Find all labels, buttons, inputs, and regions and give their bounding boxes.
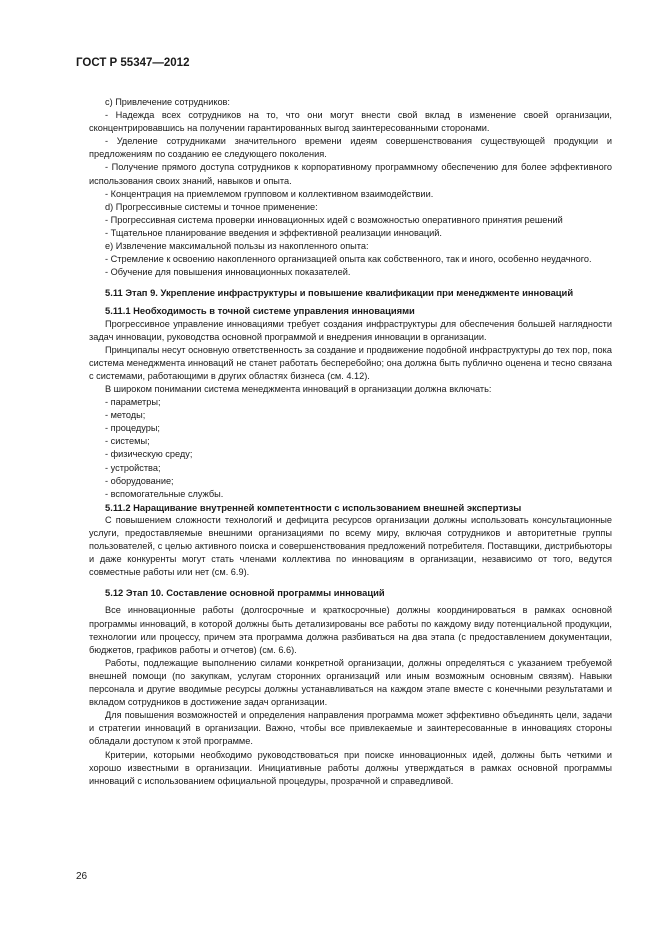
paragraph: c) Привлечение сотрудников: (105, 97, 230, 107)
paragraph: - Стремление к освоению накопленного организацией опыта как собственного, так и иного, особенно неудачного. (105, 254, 592, 265)
paragraph: Критерии, которыми необходимо руководствоваться при поиске инновационных идей, должны быть четкими и хорошо известными в организации. Инициативные работы должны утверждаться в рамках основной программы инноваций с использованием официальной процедуры, прозрачной и справедливой. (89, 749, 612, 786)
subsection-heading: 5.11.2 Наращивание внутренней компетентности с использованием внешней экспертизы (105, 501, 522, 513)
paragraph: e) Извлечение максимальной пользы из накопленного опыта: (105, 241, 369, 252)
paragraph: - Тщательное планирование введения и эффективной реализации инноваций. (105, 227, 442, 238)
page-number: 26 (76, 871, 88, 882)
list-item: - процедуры; (105, 423, 160, 434)
paragraph: - Уделение сотрудниками значительного времени идеям совершенствования существующей продукции и предложениям по созданию ее следующего поколения. (89, 136, 612, 160)
paragraph: Прогрессивное управление инновациями требует создания инфраструктуры для обеспечения большей наглядности задач инновации, руководства основной программой и внедрения инновации в организации. (89, 318, 612, 342)
paragraph: Работы, подлежащие выполнению силами конкретной организации, должны определяться с указанием требуемой внешней помощи (по закупкам, услугам сторонних организаций или иным возможным основным связям). Навыки персонала и другие вводимые ресурсы должны устанавливаться на каждом этапе вместе с конечными результатами и вкладом сотрудников в достижение задач организации. (89, 657, 612, 708)
document-body (89, 96, 612, 788)
section-heading: 5.11 Этап 9. Укрепление инфраструктуры и повышение квалификации при менеджменте инноваций (105, 287, 574, 299)
standard-header: ГОСТ Р 55347—2012 (76, 57, 190, 69)
paragraph: d) Прогрессивные системы и точное применение: (105, 201, 318, 212)
paragraph: - Обучение для повышения инновационных показателей. (105, 267, 351, 278)
paragraph: Принципалы несут основную ответственность за создание и продвижение подобной инфраструктуры до тех пор, пока система менеджмента инноваций не станет работать бесперебойно; она должна быть публично оценена и тесно связана с системами, работающими в других областях бизнеса (см. 4.12). (89, 344, 612, 381)
paragraph: С повышением сложности технологий и дефицита ресурсов организации должны использовать консультационные услуги, предоставляемые внешними организациями по всему миру, включая сотрудников и авторитетные группы пользователей, с целью активного поиска и совершенствования предложений потребителя. Поставщики, дистрибьюторы и даже конкуренты могут стать членами коллектива по инновациям в организации, независимо от того, ведутся совместные работы или нет (см. 6.9). (89, 514, 612, 578)
list-item: - физическую среду; (105, 449, 193, 460)
paragraph: - Прогрессивная система проверки инновационных идей с возможностью оперативного принятия решений (105, 214, 563, 225)
paragraph: Все инновационные работы (долгосрочные и краткосрочные) должны координироваться в рамках основной программы инноваций, в которой должны быть детализированы все работы по каждому виду потенциальной продукции, технологии или процессу, причем эта программа должна разбиваться на два этапа (с предоставлением документации, бюджетов, графиков работы и отчетов) (см. 6.6). (89, 605, 612, 655)
subsection-heading: 5.11.1 Необходимость в точной системе управления инновациями (105, 305, 415, 317)
section-heading: 5.12 Этап 10. Составление основной программы инноваций (105, 587, 385, 599)
list-item: - методы; (105, 410, 146, 421)
list-item: - устройства; (105, 462, 161, 473)
paragraph: Для повышения возможностей и определения направления программа может эффективно объединять цели, задачи и стратегии инноваций в организации. Важно, чтобы все привлекаемые и заинтересованные в инновациях стороны обладали доступом к этой программе. (89, 710, 612, 747)
list-item: - вспомогательные службы. (105, 488, 224, 499)
list-item: - оборудование; (105, 475, 174, 486)
paragraph: В широком понимании система менеджмента инноваций в организации должна включать: (105, 383, 492, 394)
paragraph: - Надежда всех сотрудников на то, что они могут внести свой вклад в изменение своей организации, сконцентрировавшись на получении гарантированных выгод заинтересованными сторонами. (89, 110, 612, 134)
list-item: - системы; (105, 436, 150, 447)
paragraph: - Получение прямого доступа сотрудников к корпоративному программному обеспечению для более эффективного использования своих знаний, навыков и опыта. (89, 162, 612, 186)
list-item: - параметры; (105, 397, 161, 408)
paragraph: - Концентрация на приемлемом групповом и коллективном взаимодействии. (105, 188, 434, 199)
